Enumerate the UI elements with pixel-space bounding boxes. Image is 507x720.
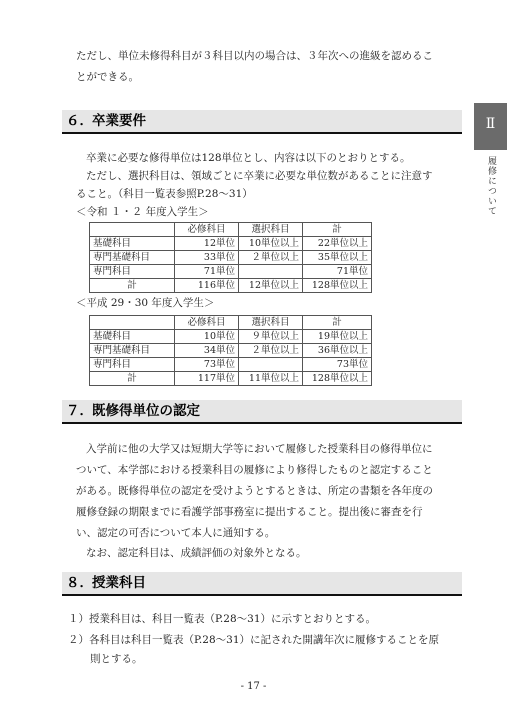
table-cell: 19単位以上 <box>303 330 372 344</box>
table-header-row <box>90 316 372 330</box>
table-cell: 専門科目 <box>90 265 175 279</box>
table-2-caption: ＜平成 29・30 年度入学生＞ <box>76 297 215 309</box>
table-cell: 専門基礎科目 <box>90 344 175 358</box>
section-7-line-3: がある。既修得単位の認定を受けようとするときは、所定の書類を各年度の <box>76 485 433 497</box>
table-cell: 10単位 <box>175 330 239 344</box>
table-header-cell: 必修科目 <box>175 223 239 237</box>
section-8-title: 授業科目 <box>92 575 146 591</box>
table-row <box>90 330 372 344</box>
table-cell: ９単位以上 <box>239 330 303 344</box>
table-cell: 基礎科目 <box>90 237 175 251</box>
table-cell: 計 <box>90 279 175 293</box>
table-cell: 専門基礎科目 <box>90 251 175 265</box>
table-header-row <box>90 223 372 237</box>
table-header-cell: 選択科目 <box>239 316 303 330</box>
section-6-title: 卒業要件 <box>92 113 146 129</box>
table-cell: 128単位以上 <box>303 372 372 386</box>
intro-line-2: とができる。 <box>76 71 139 83</box>
table-cell: 22単位以上 <box>303 237 372 251</box>
section-7-line-2: ついて、本学部における授業科目の履修により修得したものと認定すること <box>76 464 433 476</box>
table-cell: 10単位以上 <box>239 237 303 251</box>
table-row <box>90 265 372 279</box>
section-7-line-6: なお、認定科目は、成績評価の対象外となる。 <box>86 547 307 559</box>
section-8-item-2-line-2: 則とする。 <box>90 653 143 665</box>
table-cell: 11単位以上 <box>239 372 303 386</box>
table-cell <box>239 358 303 372</box>
table-cell: 基礎科目 <box>90 330 175 344</box>
section-7-line-4: 履修登録の期限までに看護学部事務室に提出すること。提出後に審査を行 <box>76 506 423 518</box>
table-total-row <box>90 372 372 386</box>
table-cell: 12単位 <box>175 237 239 251</box>
table-row <box>90 344 372 358</box>
section-6-para-2-line-2: ること。（科目一覧表参照P.28～31） <box>76 188 253 200</box>
intro-line-1: ただし、単位未修得科目が３科目以内の場合は、３年次への進級を認めるこ <box>76 50 433 62</box>
table-header-cell: 選択科目 <box>239 223 303 237</box>
table-row <box>90 251 372 265</box>
table-cell: 35単位以上 <box>303 251 372 265</box>
chapter-tab <box>474 103 507 150</box>
table-header-cell: 計 <box>303 223 372 237</box>
section-8-header <box>62 572 462 596</box>
table-cell: 専門科目 <box>90 358 175 372</box>
table-cell: 117単位 <box>175 372 239 386</box>
section-7-number: ７． <box>66 403 93 419</box>
section-8-item-1: １）授業科目は、科目一覧表（P.28～31）に示すとおりとする。 <box>68 613 376 625</box>
table-1-caption: ＜令和 １・２ 年度入学生＞ <box>76 206 209 218</box>
section-8-number: ８． <box>66 575 93 591</box>
chapter-vertical-label: 履修について <box>486 156 496 216</box>
table-row <box>90 358 372 372</box>
table-cell: 計 <box>90 372 175 386</box>
table-cell <box>90 223 175 237</box>
table-cell: 73単位 <box>175 358 239 372</box>
section-7-line-1: 入学前に他の大学又は短期大学等において履修した授業科目の修得単位に <box>86 443 433 455</box>
requirements-table-2 <box>89 315 372 386</box>
table-header-cell: 計 <box>303 316 372 330</box>
table-cell: 71単位 <box>303 265 372 279</box>
table-cell: 34単位 <box>175 344 239 358</box>
section-7-header <box>62 400 462 424</box>
table-header-cell: 必修科目 <box>175 316 239 330</box>
section-6-number: ６． <box>66 113 93 129</box>
section-6-header <box>62 110 462 134</box>
table-cell: 36単位以上 <box>303 344 372 358</box>
table-cell: 12単位以上 <box>239 279 303 293</box>
section-6-para-2-line-1: ただし、選択科目は、領域ごとに卒業に必要な単位数があることに注意す <box>86 170 433 182</box>
table-cell: ２単位以上 <box>239 344 303 358</box>
section-7-title: 既修得単位の認定 <box>92 403 200 419</box>
table-cell: ２単位以上 <box>239 251 303 265</box>
section-8-item-2-line-1: ２）各科目は科目一覧表（P.28～31）に記された開講年次に履修することを原 <box>68 634 439 646</box>
table-row <box>90 237 372 251</box>
requirements-table-1 <box>89 222 372 293</box>
section-7-line-5: い、認定の可否について本人に通知する。 <box>76 527 276 539</box>
table-total-row <box>90 279 372 293</box>
table-cell: 71単位 <box>175 265 239 279</box>
table-cell <box>239 265 303 279</box>
table-cell: 116単位 <box>175 279 239 293</box>
page-number: - 17 - <box>240 681 267 692</box>
table-cell: 73単位 <box>303 358 372 372</box>
chapter-tab-label: Ⅱ <box>485 116 496 132</box>
table-cell: 128単位以上 <box>303 279 372 293</box>
section-6-para-1: 卒業に必要な修得単位は128単位とし、内容は以下のとおりとする。 <box>86 152 411 164</box>
table-cell: 33単位 <box>175 251 239 265</box>
table-cell <box>90 316 175 330</box>
